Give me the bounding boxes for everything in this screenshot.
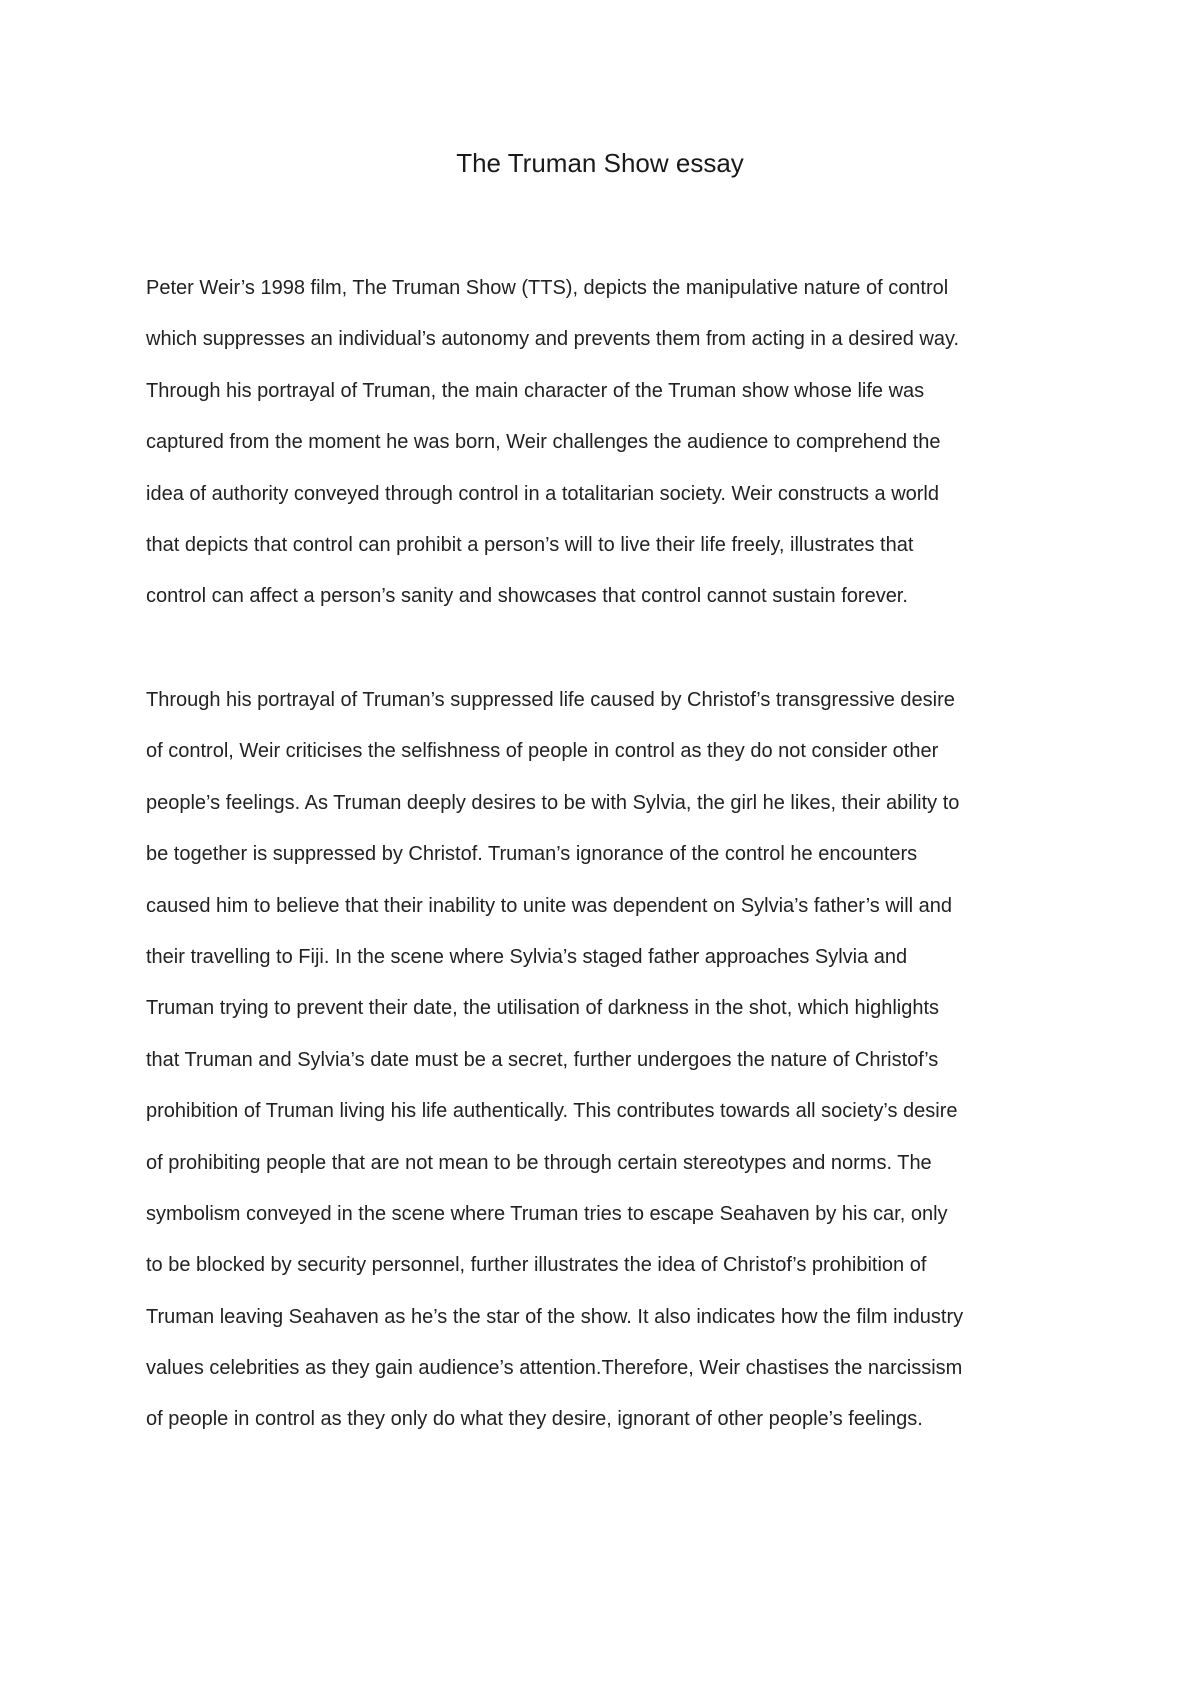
paragraph-line: of people in control as they only do what they desire, ignorant of other people’s feelings. bbox=[146, 1408, 923, 1431]
paragraph-line: caused him to believe that their inability to unite was dependent on Sylvia’s father’s will and bbox=[146, 894, 953, 917]
paragraph-2 bbox=[146, 675, 1086, 1446]
paragraph-line: Peter Weir’s 1998 film, The Truman Show (TTS), depicts the manipulative nature of control bbox=[146, 277, 949, 299]
paragraph-line: that Truman and Sylvia’s date must be a secret, further undergoes the nature of Christof’s bbox=[146, 1048, 939, 1071]
paragraph-line: Truman leaving Seahaven as he’s the star of the show. It also indicates how the film industry bbox=[146, 1305, 964, 1328]
paragraph-line: Through his portrayal of Truman’s suppressed life caused by Christof’s transgressive desire bbox=[146, 689, 955, 711]
paragraph-line: values celebrities as they gain audience’s attention.Therefore, Weir chastises the narcissism bbox=[146, 1357, 963, 1380]
paragraph-line: control can affect a person’s sanity and showcases that control cannot sustain forever. bbox=[146, 585, 908, 608]
paragraph-line: of prohibiting people that are not mean to be through certain stereotypes and norms. The bbox=[146, 1151, 932, 1174]
paragraph-line: idea of authority conveyed through control in a totalitarian society. Weir constructs a world bbox=[146, 482, 939, 505]
paragraph-line: prohibition of Truman living his life authentically. This contributes towards all society’s desire bbox=[146, 1100, 958, 1123]
paragraph-line: Through his portrayal of Truman, the main character of the Truman show whose life was bbox=[146, 379, 925, 402]
paragraph-line: of control, Weir criticises the selfishness of people in control as they do not consider other bbox=[146, 740, 939, 763]
paragraph-line: Truman trying to prevent their date, the utilisation of darkness in the shot, which highlights bbox=[146, 997, 940, 1020]
paragraph-line: which suppresses an individual’s autonomy and prevents them from acting in a desired way. bbox=[146, 328, 960, 351]
paragraph-1 bbox=[146, 263, 1086, 623]
paragraph-line: that depicts that control can prohibit a person’s will to live their life freely, illustrates that bbox=[146, 533, 914, 556]
paragraph-line: symbolism conveyed in the scene where Truman tries to escape Seahaven by his car, only bbox=[146, 1202, 948, 1225]
paragraph-line: their travelling to Fiji. In the scene where Sylvia’s staged father approaches Sylvia and bbox=[146, 945, 908, 968]
document-title: The Truman Show essay bbox=[456, 148, 744, 178]
paragraph-line: people’s feelings. As Truman deeply desires to be with Sylvia, the girl he likes, their ability to bbox=[146, 791, 960, 814]
paragraph-line: be together is suppressed by Christof. Truman’s ignorance of the control he encounters bbox=[146, 843, 918, 866]
paragraph-line: to be blocked by security personnel, further illustrates the idea of Christof’s prohibition of bbox=[146, 1254, 927, 1277]
paragraph-line: captured from the moment he was born, Weir challenges the audience to comprehend the bbox=[146, 431, 941, 454]
